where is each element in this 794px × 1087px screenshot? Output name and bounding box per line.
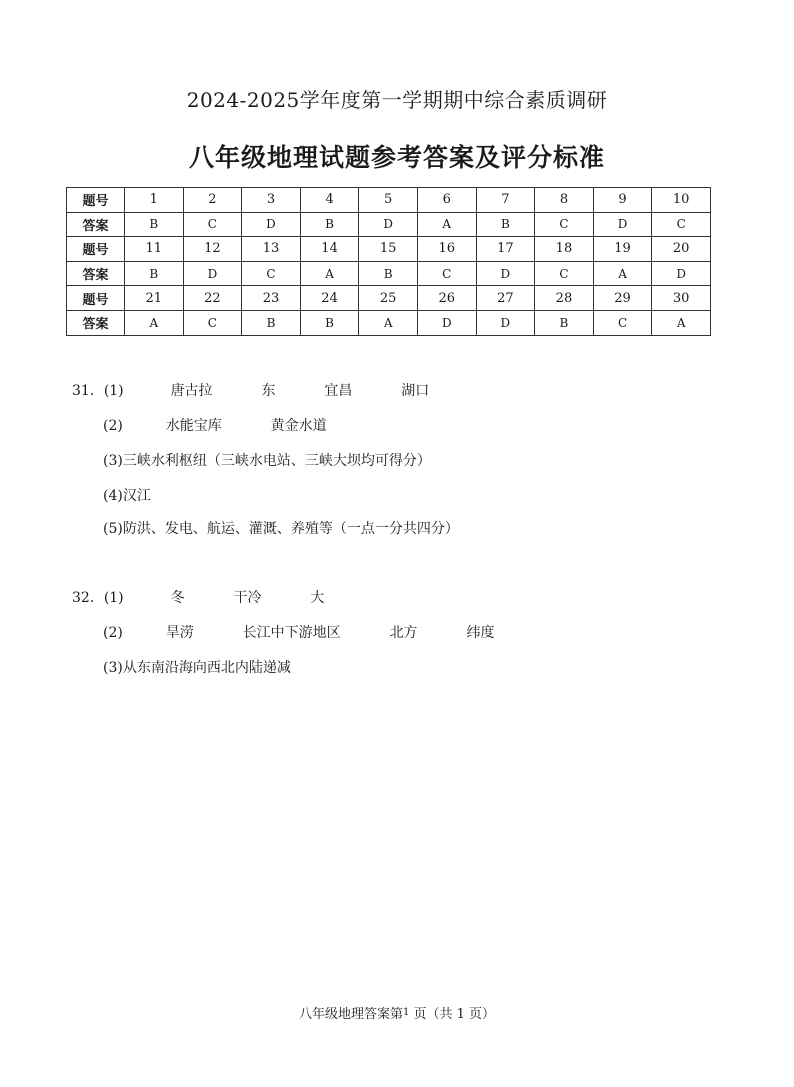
question-number-cell: 27: [476, 286, 535, 311]
q31-ans-2: 东: [261, 383, 276, 399]
table-row: [67, 286, 711, 311]
exam-title: 2024-2025学年度第一学期期中综合素质调研: [186, 88, 608, 112]
question-number-cell: 21: [125, 286, 184, 311]
answer-cell: D: [242, 212, 301, 237]
q31-part1: [72, 380, 429, 400]
question-number-cell: 1: [125, 188, 184, 213]
question-number-cell: 10: [652, 188, 711, 213]
q31-p2-label: (2): [103, 418, 123, 434]
question-number-cell: 19: [593, 237, 652, 262]
answer-cell: A: [652, 310, 711, 335]
question-number-cell: 18: [535, 237, 594, 262]
row-header: 题号: [67, 286, 125, 311]
q32-ans-3: 大: [310, 590, 325, 606]
answer-cell: C: [183, 212, 242, 237]
table-row: [67, 237, 711, 262]
footer-page-number: 1: [402, 1007, 410, 1018]
q31-part3: (3)三峡水利枢纽（三峡水电站、三峡大坝均可得分）: [103, 453, 431, 469]
answer-cell: D: [593, 212, 652, 237]
row-header: 题号: [67, 188, 125, 213]
answer-cell: B: [125, 261, 184, 286]
q31-number: 31．(1): [72, 383, 124, 399]
row-header: 题号: [67, 237, 125, 262]
q31-ans-4: 湖口: [401, 383, 430, 399]
answer-cell: C: [417, 261, 476, 286]
question-number-cell: 28: [535, 286, 594, 311]
question-number-cell: 17: [476, 237, 535, 262]
question-number-cell: 30: [652, 286, 711, 311]
answer-cell: B: [242, 310, 301, 335]
q32-p2-label: (2): [103, 625, 123, 641]
page-footer: [0, 1003, 794, 1022]
answer-cell: D: [476, 261, 535, 286]
table-row: [67, 212, 711, 237]
question-number-cell: 11: [125, 237, 184, 262]
answer-cell: C: [183, 310, 242, 335]
q32-ans-2: 干冷: [233, 590, 262, 606]
question-number-cell: 15: [359, 237, 418, 262]
question-number-cell: 24: [300, 286, 359, 311]
question-number-cell: 3: [242, 188, 301, 213]
q32-p2-ans-1: 旱涝: [165, 625, 194, 641]
answer-cell: B: [125, 212, 184, 237]
question-number-cell: 4: [300, 188, 359, 213]
q31-part5: (5)防洪、发电、航运、灌溉、养殖等（一点一分共四分）: [103, 521, 459, 537]
question-number-cell: 9: [593, 188, 652, 213]
q31-ans-1: 唐古拉: [170, 383, 213, 399]
q32-p2-ans-4: 纬度: [466, 625, 495, 641]
answer-cell: B: [476, 212, 535, 237]
row-header: 答案: [67, 212, 125, 237]
footer-prefix: 八年级地理答案第: [298, 1007, 403, 1022]
answer-cell: B: [300, 310, 359, 335]
q32-part3: (3)从东南沿海向西北内陆递减: [103, 660, 291, 676]
question-number-cell: 23: [242, 286, 301, 311]
question-number-cell: 29: [593, 286, 652, 311]
answer-cell: C: [652, 212, 711, 237]
question-number-cell: 12: [183, 237, 242, 262]
answer-cell: A: [300, 261, 359, 286]
answer-cell: B: [359, 261, 418, 286]
answer-cell: C: [593, 310, 652, 335]
question-number-cell: 6: [417, 188, 476, 213]
page-title: 八年级地理试题参考答案及评分标准: [188, 143, 605, 172]
question-number-cell: 8: [535, 188, 594, 213]
answer-cell: A: [417, 212, 476, 237]
answer-cell: B: [300, 212, 359, 237]
q32-p2-ans-3: 北方: [389, 625, 418, 641]
question-number-cell: 20: [652, 237, 711, 262]
question-number-cell: 25: [359, 286, 418, 311]
answer-cell: A: [359, 310, 418, 335]
table-row: [67, 261, 711, 286]
q31-p2-ans-2: 黄金水道: [270, 418, 327, 434]
q32-ans-1: 冬: [170, 590, 185, 606]
answer-cell: D: [359, 212, 418, 237]
answer-cell: A: [125, 310, 184, 335]
question-number-cell: 16: [417, 237, 476, 262]
answer-cell: C: [535, 261, 594, 286]
question-number-cell: 2: [183, 188, 242, 213]
answer-cell: D: [652, 261, 711, 286]
q31-ans-3: 宜昌: [324, 383, 353, 399]
table-row: [67, 310, 711, 335]
question-number-cell: 5: [359, 188, 418, 213]
answer-table: [66, 187, 711, 336]
answer-cell: D: [417, 310, 476, 335]
question-number-cell: 7: [476, 188, 535, 213]
row-header: 答案: [67, 261, 125, 286]
answer-cell: D: [183, 261, 242, 286]
question-number-cell: 22: [183, 286, 242, 311]
footer-suffix: 页（共 1 页）: [413, 1007, 496, 1022]
question-number-cell: 13: [242, 237, 301, 262]
q31-part4: (4)汉江: [103, 488, 151, 504]
table-row: [67, 188, 711, 213]
q32-part1: [72, 587, 324, 607]
answer-cell: C: [242, 261, 301, 286]
q31-part2: [103, 415, 327, 435]
question-number-cell: 26: [417, 286, 476, 311]
row-header: 答案: [67, 310, 125, 335]
q32-p2-ans-2: 长江中下游地区: [242, 625, 341, 641]
q32-part2: [103, 622, 494, 642]
q32-number: 32．(1): [72, 590, 124, 606]
q31-p2-ans-1: 水能宝库: [165, 418, 222, 434]
answer-cell: C: [535, 212, 594, 237]
answer-cell: D: [476, 310, 535, 335]
question-number-cell: 14: [300, 237, 359, 262]
answer-cell: A: [593, 261, 652, 286]
answer-cell: B: [535, 310, 594, 335]
